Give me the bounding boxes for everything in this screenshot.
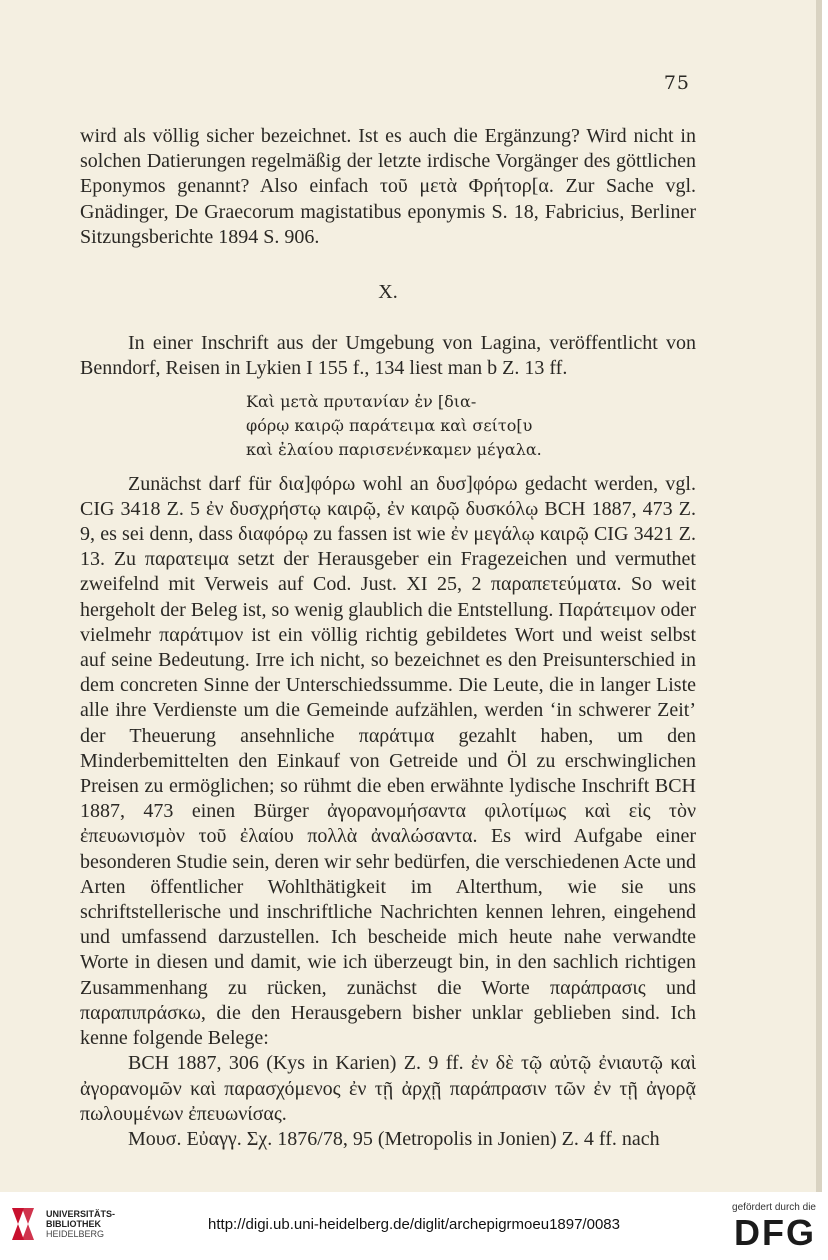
paragraph-3: Zunächst darf für δια]φόρω wohl an δυσ]φόρω gedacht werden, vgl. CIG 3418 Z. 5 ἐν δυσχρήστῳ καιρῷ, ἐν καιρῷ δυσκόλῳ BCH 1887, 473 Z. 9, es sei denn, dass διαφόρῳ zu fassen ist wie ἐν μεγάλῳ καιρῷ CIG 3421 Z. 13. Zu παρατειμα setzt der Herausgeber ein Fragezeichen und vermuthet zweifelnd mit Verweis auf Cod. Just. XI 25, 2 παραπετεύματα. So weit hergeholt der Beleg ist, so wenig glaublich die Entstellung. Παράτειμον oder vielmehr παράτιμον ist ein völlig richtig gebildetes Wort und weist selbst auf seine Bedeutung. Irre ich nicht, so bezeichnet es den Preisunterschied in dem concreten Sinne der Unterschiedssumme. Die Leute, die in langer Liste alle ihre Verdienste um die Gemeinde aufzählen, werden ‘in schwerer Zeit’ der Theuerung ansehnliche παράτιμα gezahlt haben, um den Minderbemittelten den Einkauf von Getreide und Öl zu erschwinglichen Preisen zu ermöglichen; so rühmt die eben erwähnte lydische Inschrift BCH 1887, 473 einen Bürger ἀγορανομήσαντα φιλοτίμως καὶ εἰς τὸν ἐπευωνισμὸν τοῦ ἐλαίου πολλὰ ἀναλώσαντα. Es wird Aufgabe einer besonderen Studie sein, deren wir sehr bedürfen, die verschiedenen Acte und Arten öffentlicher Wohlthätigkeit im Alterthum, wie sie uns schriftstellerische und inschriftliche Nachrichten kennen lehren, eingehend und umfassend darzustellen. Ich bescheide mich heute nahe verwandte Worte in diesen und damit, wie ich überzeugt bin, in den sachlich richtigen Zusammenhang zu rücken, zunächst die Worte παράπρασις und παραπιπράσκω, die den Herausgebern bisher unklar geblieben sind. Ich kenne folgende Belege:	[80, 472, 696, 1050]
footer-bar	[0, 1192, 828, 1260]
library-name: UNIVERSITÄTS- BIBLIOTHEK HEIDELBERG	[46, 1209, 116, 1239]
paragraph-2: In einer Inschrift aus der Umgebung von Lagina, veröffentlicht von Benndorf, Reisen in Lykien I 155 f., 134 liest man b Z. 13 ff.	[80, 332, 696, 380]
funded-by-label: gefördert durch die	[732, 1202, 816, 1213]
inscription-quote	[80, 390, 696, 462]
page-number: 75	[663, 72, 690, 94]
body-text	[80, 124, 696, 1152]
quote-line: Καὶ μετὰ πρυτανίαν ἐν [δια-	[246, 391, 477, 411]
permalink-url[interactable]: http://digi.ub.uni-heidelberg.de/diglit/archepigrmoeu1897/0083	[208, 1216, 620, 1233]
section-heading: X.	[378, 281, 398, 304]
dfg-logo[interactable]	[732, 1202, 816, 1251]
paragraph-1: wird als völlig sicher bezeichnet. Ist es auch die Ergänzung? Wird nicht in solchen Datierungen regelmäßig der letzte irdische Vorgänger des göttlichen Eponymos genannt? Also einfach τοῦ μετὰ Φρήτορ[α. Zur Sache vgl. Gnädinger, De Graecorum magistatibus eponymis S. 18, Fabricius, Berliner Sitzungsberichte 1894 S. 906.	[80, 125, 696, 248]
paragraph-4: BCH 1887, 306 (Kys in Karien) Z. 9 ff. ἐν δὲ τῷ αὐτῷ ἐνιαυτῷ καὶ ἀγορανομῶν καὶ παρασχόμενος ἐν τῇ ἀρχῇ παράπρασιν τῶν ἐν τῇ ἀγορᾷ πωλουμένων ἐπευωνίσας.	[80, 1052, 696, 1125]
paragraph-5: Μουσ. Εὐαγγ. Σχ. 1876/78, 95 (Metropolis in Jonien) Z. 4 ff. nach	[128, 1127, 660, 1150]
quote-line: καὶ ἐλαίου παρισενένκαμεν μέγαλα.	[246, 439, 542, 459]
quote-line: φόρῳ καιρῷ παράτειμα καὶ σείτο[υ	[246, 415, 533, 435]
dfg-wordmark: DFG	[734, 1212, 816, 1253]
